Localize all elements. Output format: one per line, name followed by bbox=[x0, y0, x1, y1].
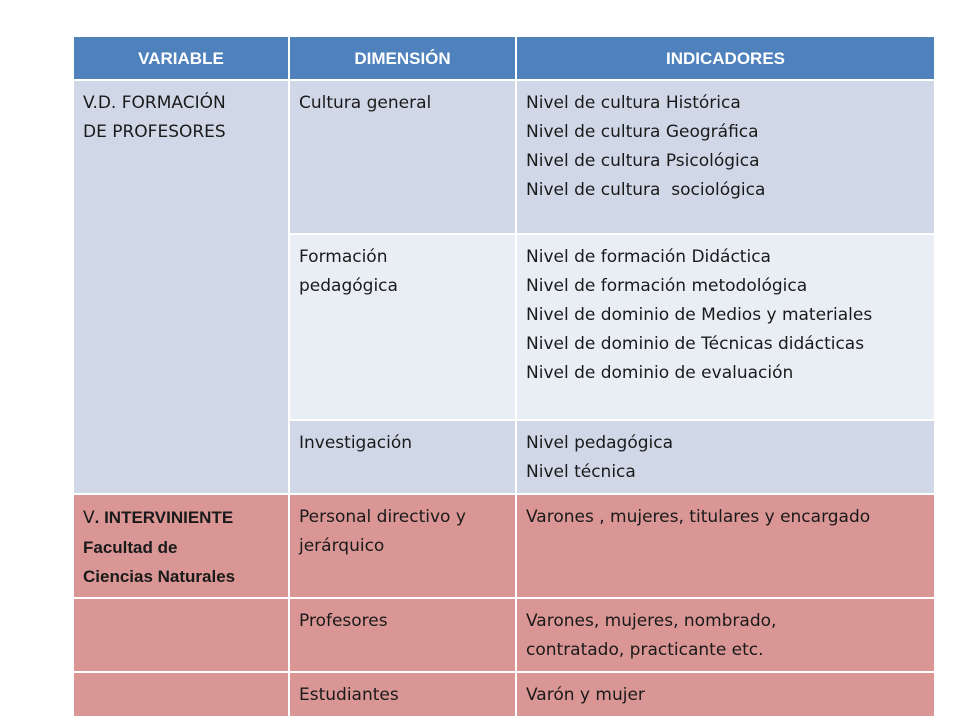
dimension-cell bbox=[289, 494, 516, 598]
indicators-cell bbox=[516, 420, 935, 494]
indicator-line: Varones, mujeres, nombrado, bbox=[526, 611, 777, 631]
variable-vi-title bbox=[83, 503, 280, 533]
dimension-line: Cultura general bbox=[299, 93, 432, 113]
variable-vi-prefix: V bbox=[83, 508, 95, 528]
dimension-cell bbox=[289, 420, 516, 494]
variable-vi-cell bbox=[73, 494, 289, 598]
dimension-line: pedagógica bbox=[299, 276, 398, 296]
variable-vd-line: V.D. FORMACIÓN bbox=[83, 93, 226, 113]
dimension-line: Estudiantes bbox=[299, 685, 399, 705]
header-row bbox=[73, 36, 935, 80]
operationalization-table bbox=[72, 35, 936, 718]
dimension-line: Profesores bbox=[299, 611, 388, 631]
indicator-line: Nivel de cultura Histórica bbox=[526, 93, 741, 113]
variable-vd-cell bbox=[73, 80, 289, 494]
dimension-line: Investigación bbox=[299, 433, 413, 453]
indicator-line: Nivel de cultura Geográfica bbox=[526, 122, 759, 142]
indicator-line: Nivel de cultura Psicológica bbox=[526, 151, 760, 171]
indicators-cell bbox=[516, 80, 935, 234]
indicators-cell bbox=[516, 672, 935, 717]
indicator-line: Nivel técnica bbox=[526, 462, 636, 482]
indicator-line: Nivel de dominio de Técnicas didácticas bbox=[526, 334, 865, 354]
header-indicators: INDICADORES bbox=[516, 36, 935, 80]
indicator-line: Nivel de formación metodológica bbox=[526, 276, 808, 296]
table-row bbox=[73, 598, 935, 672]
indicator-line: Varón y mujer bbox=[526, 685, 645, 705]
dimension-line: jerárquico bbox=[299, 536, 385, 556]
indicators-cell bbox=[516, 234, 935, 420]
variable-vi-label: . INTERVINIENTE bbox=[94, 508, 234, 527]
indicators-cell bbox=[516, 598, 935, 672]
indicator-line: contratado, practicante etc. bbox=[526, 640, 764, 660]
indicator-line: Nivel de dominio de evaluación bbox=[526, 363, 794, 383]
indicator-line: Nivel de formación Didáctica bbox=[526, 247, 771, 267]
variable-vi-line: Facultad de bbox=[83, 538, 178, 557]
indicator-line: Nivel pedagógica bbox=[526, 433, 674, 453]
variable-empty-cell bbox=[73, 672, 289, 717]
table-row bbox=[73, 494, 935, 598]
header-dimension: DIMENSIÓN bbox=[289, 36, 516, 80]
dimension-cell bbox=[289, 80, 516, 234]
table-row bbox=[73, 672, 935, 717]
dimension-cell bbox=[289, 234, 516, 420]
indicator-line: Nivel de dominio de Medios y materiales bbox=[526, 305, 873, 325]
dimension-line: Formación bbox=[299, 247, 388, 267]
variable-vi-line: Ciencias Naturales bbox=[83, 567, 236, 586]
dimension-line: Personal directivo y bbox=[299, 507, 466, 527]
header-variable: VARIABLE bbox=[73, 36, 289, 80]
indicators-cell bbox=[516, 494, 935, 598]
dimension-cell bbox=[289, 598, 516, 672]
dimension-cell bbox=[289, 672, 516, 717]
variable-empty-cell bbox=[73, 598, 289, 672]
variable-vd-line: DE PROFESORES bbox=[83, 122, 226, 142]
indicator-line: Nivel de cultura sociológica bbox=[526, 180, 766, 200]
indicator-line: Varones , mujeres, titulares y encargado bbox=[526, 507, 871, 527]
table-row bbox=[73, 80, 935, 234]
